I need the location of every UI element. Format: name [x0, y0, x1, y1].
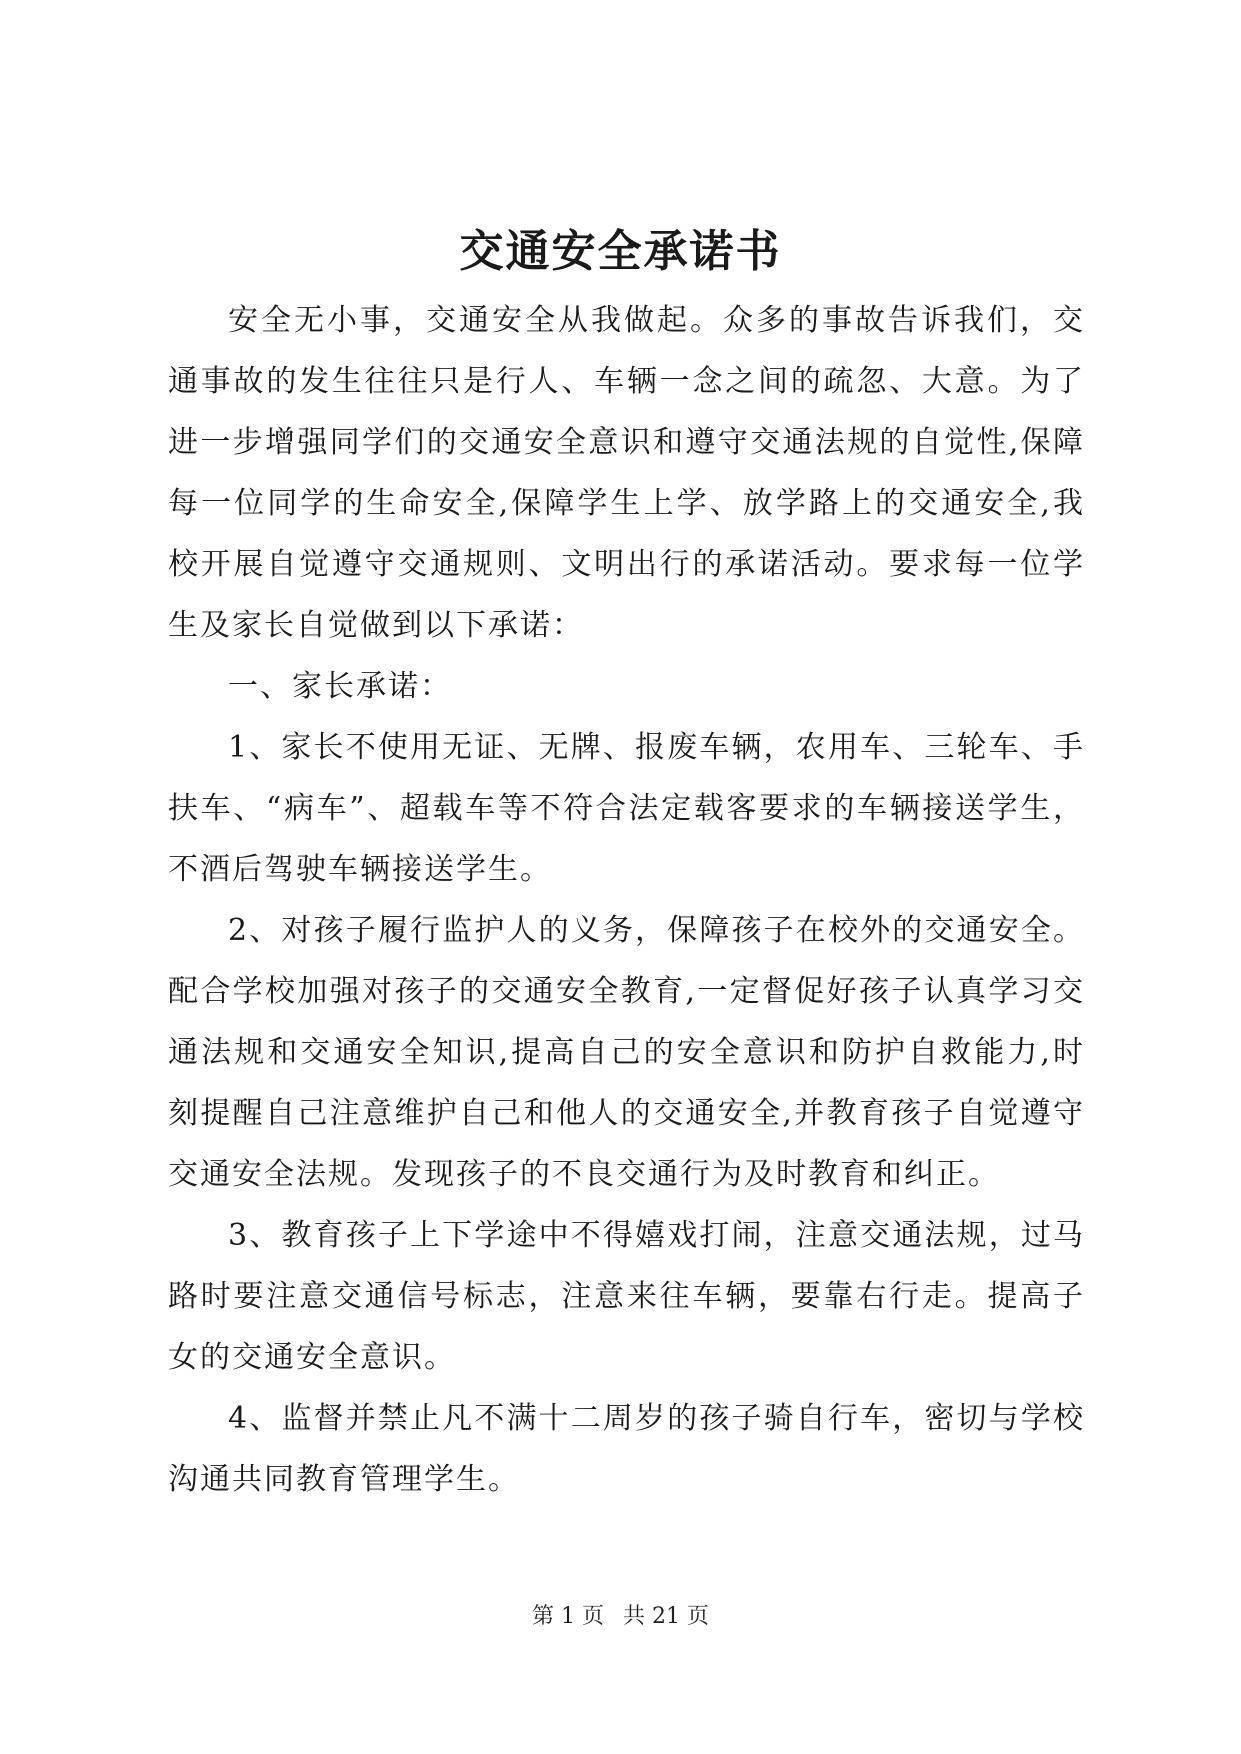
- intro-paragraph: 安全无小事，交通安全从我做起。众多的事故告诉我们，交通事故的发生往往只是行人、车辆一念之间的疏忽、大意。为了进一步增强同学们的交通安全意识和遵守交通法规的自觉性,保障每一位同学的生命安全,保障学生上学、放学路上的交通安全,我校开展自觉遵守交通规则、文明出行的承诺活动。要求每一位学生及家长自觉做到以下承诺：: [168, 303, 1085, 643]
- page-total: 共 21 页: [623, 1604, 709, 1629]
- pledge-item-3: 3、教育孩子上下学途中不得嬉戏打闹，注意交通法规，过马路时要注意交通信号标志，注意来往车辆，要靠右行走。提高子女的交通安全意识。: [168, 1218, 1085, 1375]
- pledge-item-1: 1、家长不使用无证、无牌、报废车辆，农用车、三轮车、手扶车、“病车”、超载车等不符合法定载客要求的车辆接送学生，不酒后驾驶车辆接送学生。: [168, 730, 1085, 887]
- pledge-item-4: 4、监督并禁止凡不满十二周岁的孩子骑自行车，密切与学校沟通共同教育管理学生。: [168, 1401, 1085, 1497]
- pledge-item-2: 2、对孩子履行监护人的义务，保障孩子在校外的交通安全。配合学校加强对孩子的交通安全教育,一定督促好孩子认真学习交通法规和交通安全知识,提高自己的安全意识和防护自救能力,时刻提醒自己注意维护自己和他人的交通安全,并教育孩子自觉遵守交通安全法规。发现孩子的不良交通行为及时教育和纠正。: [168, 913, 1085, 1192]
- page-footer: [0, 1602, 1241, 1632]
- page-number: 第 1 页: [532, 1604, 604, 1629]
- document-title: 交通安全承诺书: [459, 226, 782, 277]
- document-body: [168, 290, 1085, 1510]
- section-heading-parent-pledge: 一、家长承诺：: [228, 669, 452, 704]
